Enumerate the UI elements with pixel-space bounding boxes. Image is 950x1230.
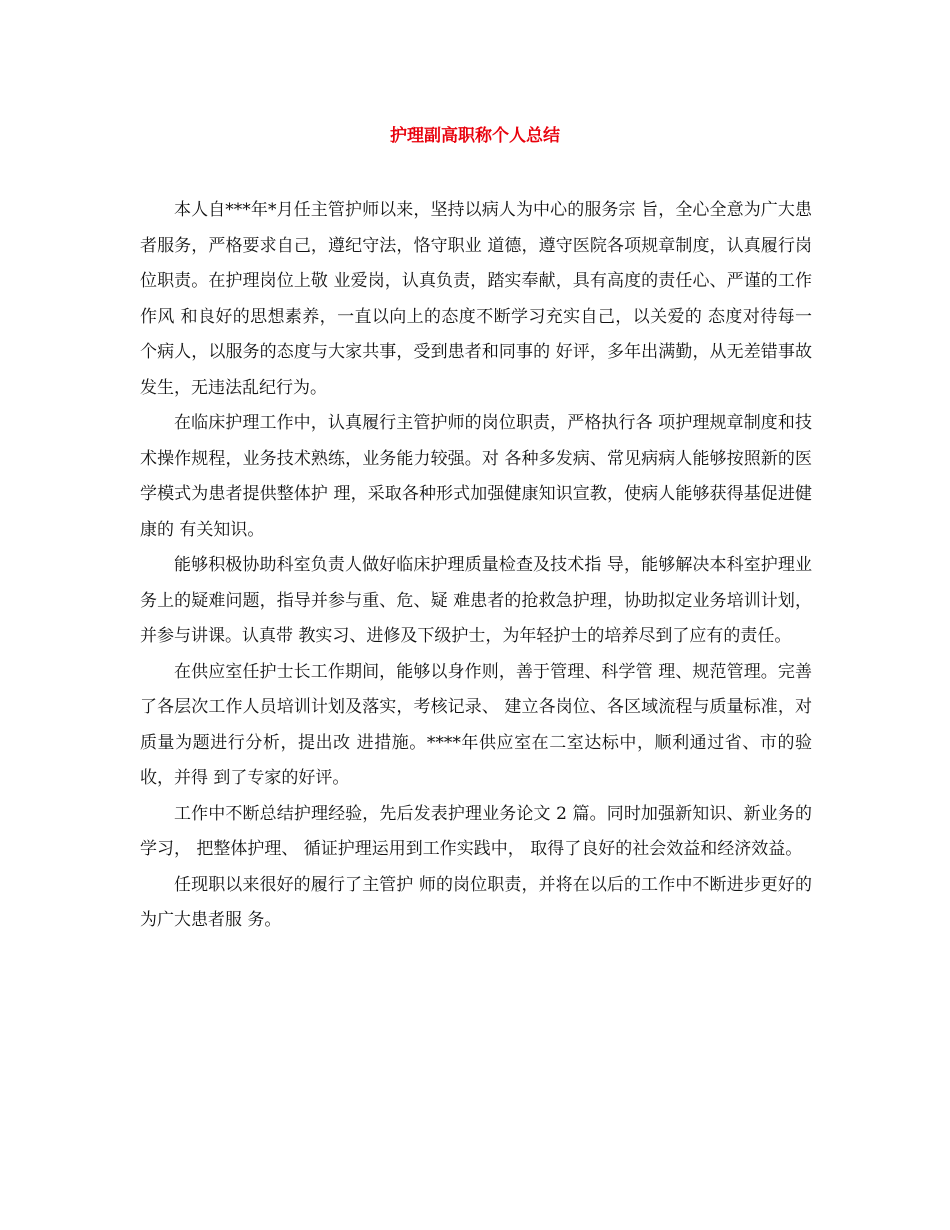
paragraph-4: 在供应室任护士长工作期间，能够以身作则，善于管理、科学管 理、规范管理。完善了各层次工作人员培训计划及落实，考核记录、 建立各岗位、各区域流程与质量标准，对质量为题进行分析，提出改 进措施。****年供应室在二室达标中，顺利通过省、市的验收，并得 到了专家的好评。 bbox=[140, 661, 812, 788]
paragraph-6: 任现职以来很好的履行了主管护 师的岗位职责，并将在以后的工作中不断进步更好的为广大患者服 务。 bbox=[140, 874, 812, 930]
document-body bbox=[140, 193, 812, 939]
document-title: 护理副高职称个人总结 bbox=[390, 126, 560, 146]
paragraph-5: 工作中不断总结护理经验，先后发表护理业务论文 2 篇。同时加强新知识、新业务的学习， 把整体护理、 循证护理运用到工作实践中， 取得了良好的社会效益和经济效益。 bbox=[140, 803, 812, 859]
paragraph-3: 能够积极协助科室负责人做好临床护理质量检查及技术指 导，能够解决本科室护理业务上的疑难问题，指导并参与重、危、疑 难患者的抢救急护理，协助拟定业务培训计划，并参与讲课。认真带 教实习、进修及下级护士，为年轻护士的培养尽到了应有的责任。 bbox=[140, 555, 812, 646]
paragraph-1: 本人自***年*月任主管护师以来，坚持以病人为中心的服务宗 旨，全心全意为广大患者服务，严格要求自己，遵纪守法，恪守职业 道德，遵守医院各项规章制度，认真履行岗位职责。在护理岗位上敬 业爱岗，认真负责，踏实奉献，具有高度的责任心、严谨的工作作风 和良好的思想素养，一直以向上的态度不断学习充实自己，以关爱的 态度对待每一个病人，以服务的态度与大家共事，受到患者和同事的 好评，多年出满勤，从无差错事故发生，无违法乱纪行为。 bbox=[140, 200, 812, 398]
paragraph-2: 在临床护理工作中，认真履行主管护师的岗位职责，严格执行各 项护理规章制度和技术操作规程，业务技术熟练，业务能力较强。对 各种多发病、常见病病人能够按照新的医学模式为患者提供整体护 理，采取各种形式加强健康知识宣教，使病人能够获得基促进健康的 有关知识。 bbox=[140, 413, 812, 540]
